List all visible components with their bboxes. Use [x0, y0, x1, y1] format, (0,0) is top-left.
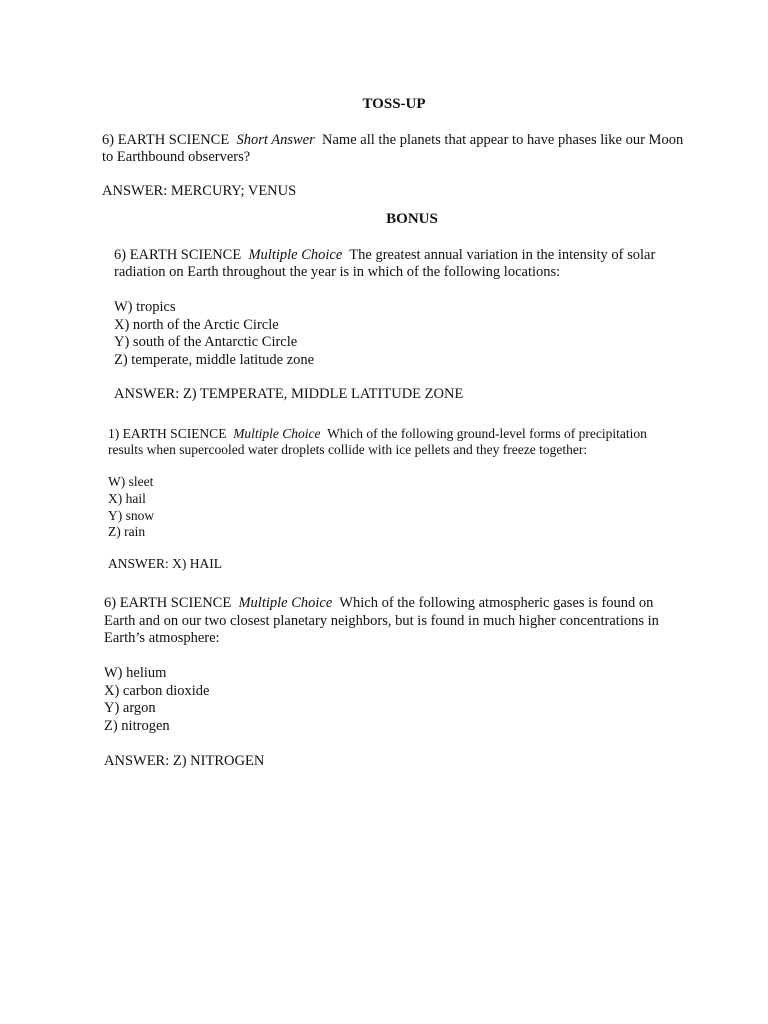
option-w: W) sleet — [108, 474, 154, 489]
option-w: W) helium — [104, 665, 167, 681]
question-text: Name all the planets that appear to have phases like our Moon to Earthbound observers? — [102, 132, 684, 165]
tossup-answer: ANSWER: MERCURY; VENUS — [102, 183, 297, 199]
question-number-subject: 6) EARTH SCIENCE — [102, 132, 230, 148]
question-3-answer: ANSWER: X) HAIL — [108, 556, 222, 571]
option-y: Y) argon — [104, 700, 156, 716]
option-y: Y) snow — [108, 507, 155, 523]
option-y: Y) south of the Antarctic Circle — [114, 334, 298, 350]
option-z: Z) rain — [108, 524, 146, 540]
question-type: Multiple Choice — [238, 595, 333, 611]
question-number-subject: 1) EARTH SCIENCE — [108, 426, 227, 441]
tossup-heading: TOSS-UP — [362, 96, 426, 112]
question-4-answer: ANSWER: Z) NITROGEN — [104, 753, 265, 769]
bonus-options — [114, 299, 314, 369]
bonus-heading: BONUS — [386, 211, 438, 227]
option-w: W) tropics — [114, 299, 176, 315]
question-text: Which of the following atmospheric gases is found on Earth and on our two closest planetary neighbors, but is found in much higher concentrations in Earth’s atmosphere: — [104, 595, 659, 646]
question-type: Short Answer — [236, 132, 315, 148]
tossup-question — [102, 132, 692, 166]
question-text: Which of the following ground-level forms of precipitation results when supercooled water droplets collide with ice pellets and they freeze together: — [108, 426, 647, 457]
question-number-subject: 6) EARTH SCIENCE — [114, 247, 242, 263]
question-type: Multiple Choice — [248, 247, 343, 263]
option-x: X) hail — [108, 490, 146, 506]
option-x: X) carbon dioxide — [104, 682, 210, 699]
question-number-subject: 6) EARTH SCIENCE — [104, 595, 232, 611]
option-z: Z) nitrogen — [104, 717, 170, 734]
question-type: Multiple Choice — [233, 426, 321, 441]
bonus-answer: ANSWER: Z) TEMPERATE, MIDDLE LATITUDE ZONE — [114, 386, 464, 402]
bonus-question — [114, 247, 684, 281]
question-3 — [108, 426, 678, 458]
question-4-options — [104, 665, 210, 735]
question-text: The greatest annual variation in the intensity of solar radiation on Earth throughout the year is in which of the following locations: — [114, 247, 656, 280]
option-z: Z) temperate, middle latitude zone — [114, 351, 315, 368]
question-4 — [104, 595, 684, 648]
option-x: X) north of the Arctic Circle — [114, 316, 279, 333]
question-3-options — [108, 474, 154, 541]
